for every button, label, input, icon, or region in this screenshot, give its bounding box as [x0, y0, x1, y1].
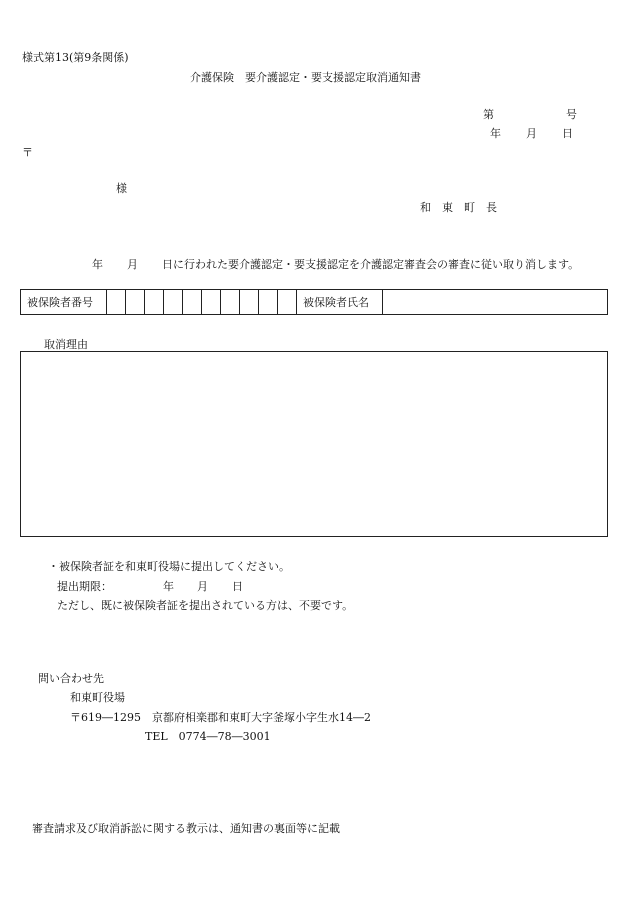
insured-number-cell[interactable] — [278, 290, 297, 314]
recipient-honorific: 様 — [116, 182, 127, 195]
postal-mark: 〒 — [22, 146, 33, 159]
issuer-name: 和 東 町 長 — [420, 201, 497, 214]
form-number: 様式第13(第9条関係) — [22, 51, 129, 64]
date-month: 月 — [526, 127, 537, 140]
reason-label: 取消理由 — [44, 338, 88, 351]
note-deadline-label: 提出期限： — [57, 580, 112, 593]
doc-number-prefix: 第 — [483, 108, 494, 121]
insured-number-cell[interactable] — [126, 290, 145, 314]
footer-note: 審査請求及び取消訴訟に関する教示は、通知書の裏面等に記載 — [32, 822, 340, 835]
date-day: 日 — [562, 127, 573, 140]
insured-name-field[interactable] — [383, 290, 607, 314]
contact-address: 〒619―1295 京都府相楽郡和東町大字釜塚小字生水14―2 — [70, 711, 371, 724]
insured-info-table — [20, 289, 608, 315]
body-year: 年 — [92, 258, 103, 271]
note-exception: ただし、既に被保険者証を提出されている方は、不要です。 — [57, 599, 354, 612]
insured-number-cell[interactable] — [221, 290, 240, 314]
document-title: 介護保険 要介護認定・要支援認定取消通知書 — [190, 71, 421, 84]
insured-number-label: 被保険者番号 — [21, 290, 107, 314]
date-year: 年 — [490, 127, 501, 140]
insured-number-cell[interactable] — [202, 290, 221, 314]
contact-office: 和東町役場 — [70, 691, 125, 704]
doc-number-suffix: 号 — [566, 108, 577, 121]
reason-box[interactable] — [20, 351, 608, 537]
body-text: 日に行われた要介護認定・要支援認定を介護認定審査会の審査に従い取り消します。 — [162, 258, 580, 271]
insured-number-cell[interactable] — [183, 290, 202, 314]
note-deadline-year: 年 — [163, 580, 174, 593]
note-deadline-month: 月 — [197, 580, 208, 593]
insured-number-cell[interactable] — [145, 290, 164, 314]
insured-number-cell[interactable] — [240, 290, 259, 314]
insured-name-label: 被保険者氏名 — [297, 290, 383, 314]
body-month: 月 — [127, 258, 138, 271]
contact-tel: TEL 0774―78―3001 — [145, 730, 271, 743]
note-deadline-day: 日 — [232, 580, 243, 593]
insured-number-cell[interactable] — [107, 290, 126, 314]
insured-number-cell[interactable] — [259, 290, 278, 314]
note-submit: ・被保険者証を和東町役場に提出してください。 — [48, 560, 290, 573]
contact-heading: 問い合わせ先 — [38, 672, 104, 685]
insured-number-cell[interactable] — [164, 290, 183, 314]
